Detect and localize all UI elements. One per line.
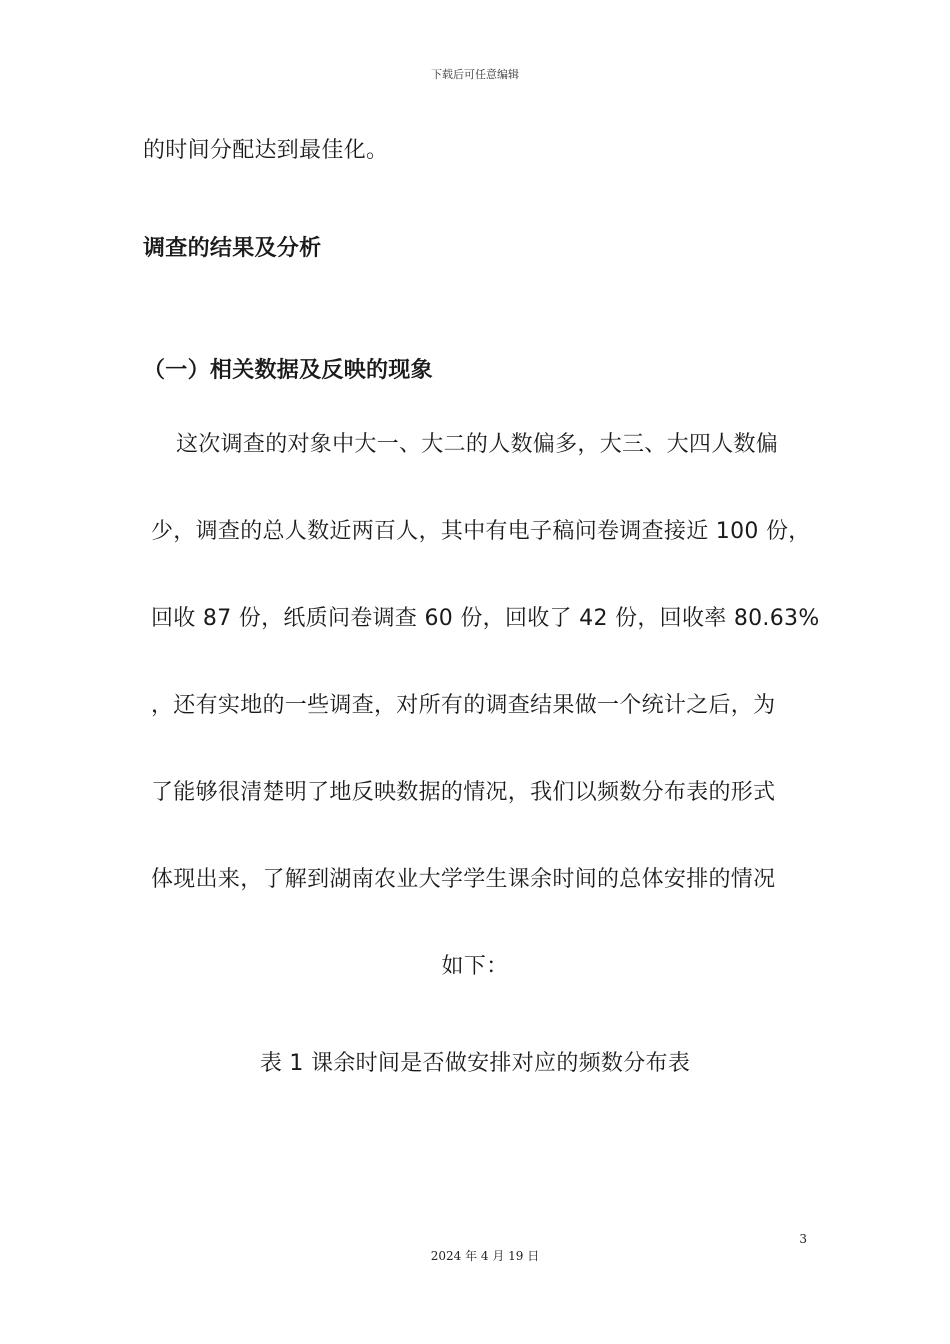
- section-heading: 调查的结果及分析: [143, 236, 322, 261]
- paragraph-line: 了能够很清楚明了地反映数据的情况，我们以频数分布表的形式: [151, 780, 776, 805]
- paragraph-line: 回收 87 份，纸质问卷调查 60 份，回收了 42 份，回收率 80.63%: [151, 606, 820, 631]
- subsection-heading: （一）相关数据及反映的现象: [143, 358, 433, 383]
- page-footer-date: 2024 年 4 月 19 日: [430, 1249, 540, 1263]
- paragraph-line: 体现出来，了解到湖南农业大学学生课余时间的总体安排的情况: [151, 867, 776, 892]
- paragraph-line: 少，调查的总人数近两百人，其中有电子稿问卷调查接近 100 份，: [151, 519, 811, 544]
- paragraph-line: ，还有实地的一些调查，对所有的调查结果做一个统计之后，为: [151, 693, 776, 718]
- page-header: 下载后可任意编辑: [431, 68, 519, 81]
- paragraph-line: 这次调查的对象中大一、大二的人数偏多，大三、大四人数偏: [176, 432, 779, 457]
- closing-line: 如下：: [441, 954, 509, 979]
- page-number: 3: [799, 1232, 807, 1246]
- table-caption: 表 1 课余时间是否做安排对应的频数分布表: [259, 1051, 691, 1076]
- continuation-text: 的时间分配达到最佳化。: [143, 138, 389, 163]
